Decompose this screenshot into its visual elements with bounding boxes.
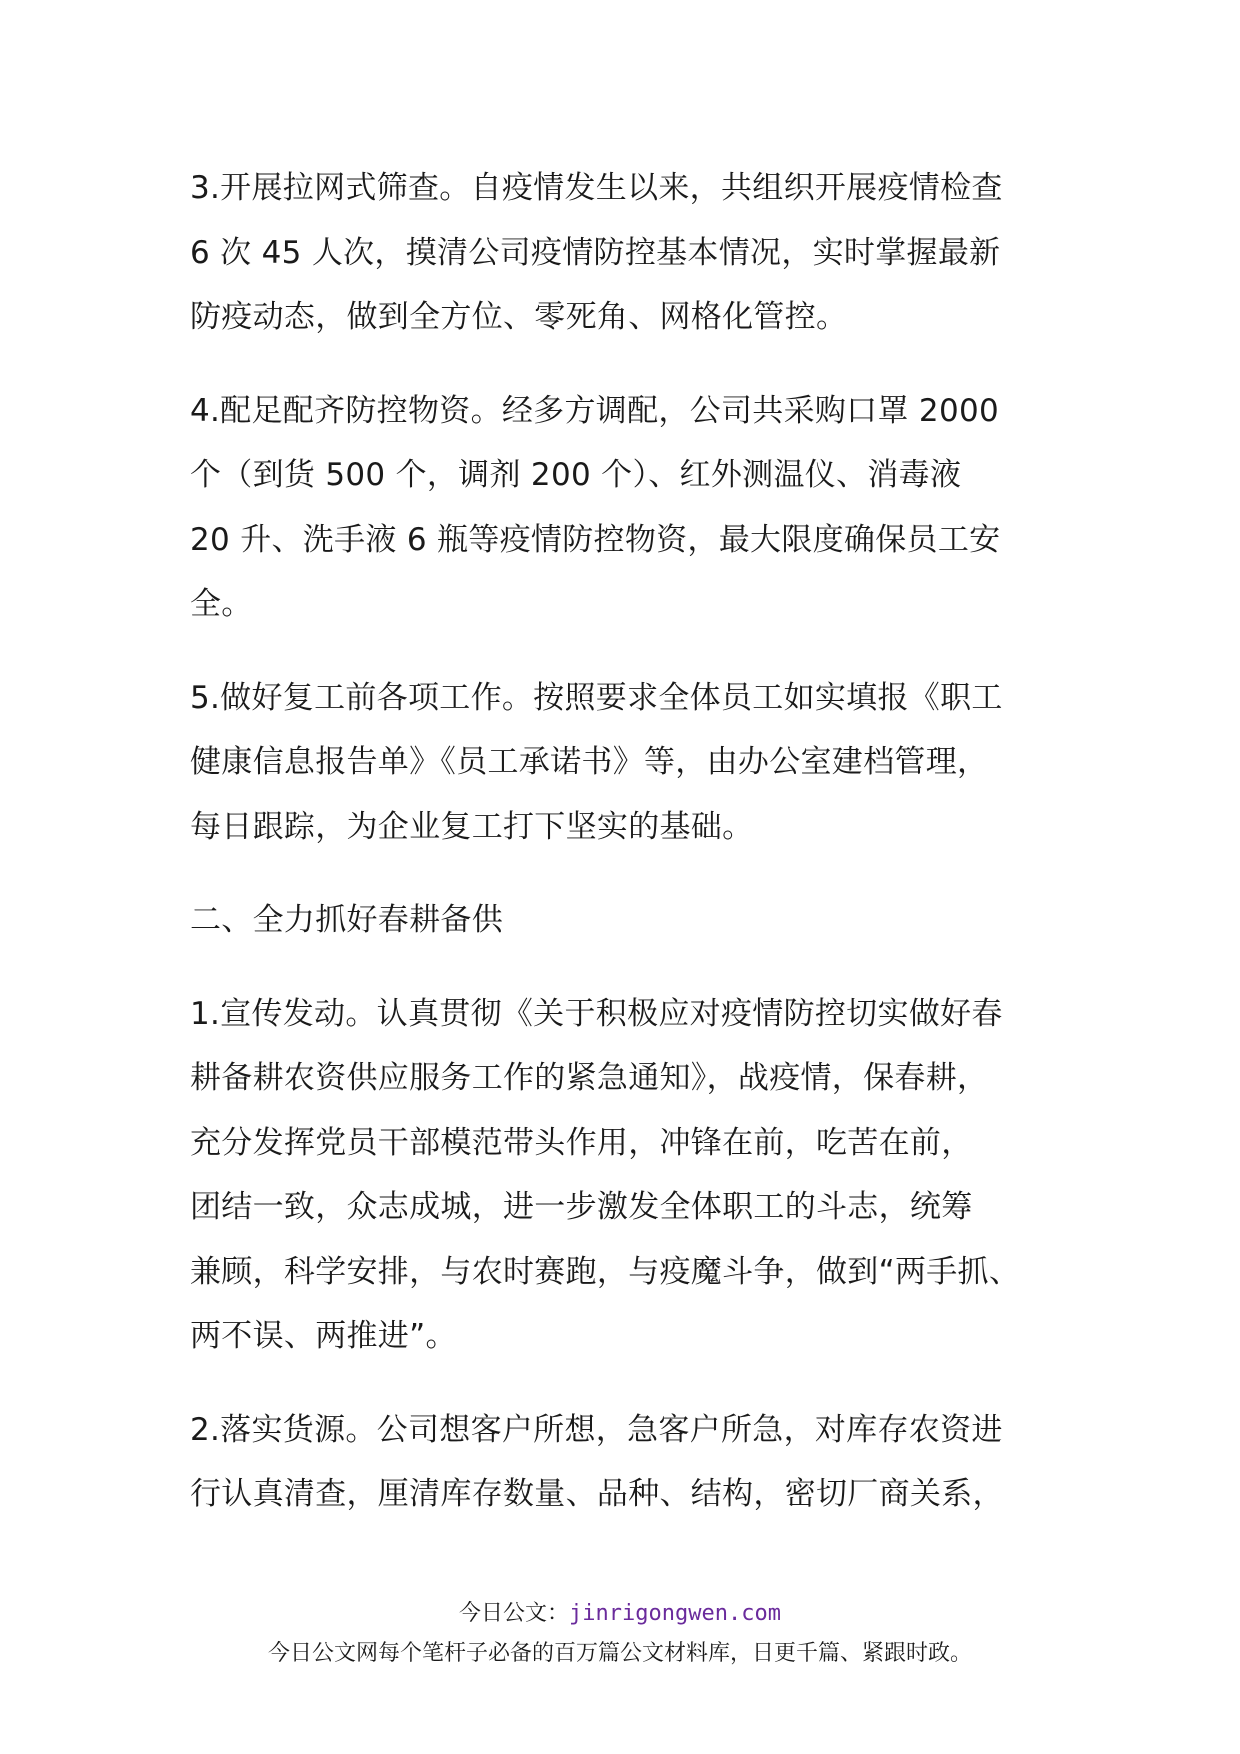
text-line: 兼顾，科学安排，与农时赛跑，与疫魔斗争，做到“两手抓、 <box>190 1253 1021 1290</box>
text-line: 6 次 45 人次，摸清公司疫情防控基本情况，实时掌握最新 <box>190 234 1001 271</box>
footer-label: 今日公文： <box>459 1601 570 1626</box>
text-line: 每日跟踪，为企业复工打下坚实的基础。 <box>190 808 754 845</box>
footer-source <box>0 1596 1240 1627</box>
paragraph-supply-sources <box>190 1398 1060 1527</box>
paragraph-screening <box>190 156 1060 350</box>
paragraph-publicity <box>190 982 1060 1369</box>
text-line: 2.落实货源。公司想客户所想，急客户所急，对库存农资进 <box>190 1411 1003 1448</box>
text-line: 20 升、洗手液 6 瓶等疫情防控物资，最大限度确保员工安 <box>190 521 1001 558</box>
footer-tagline: 今日公文网每个笔杆子必备的百万篇公文材料库，日更千篇、紧跟时政。 <box>267 1641 972 1666</box>
text-line: 耕备耕农资供应服务工作的紧急通知》，战疫情，保春耕， <box>190 1060 989 1096</box>
text-line: 充分发挥党员干部模范带头作用，冲锋在前，吃苦在前， <box>190 1124 973 1161</box>
document-body <box>190 156 1060 1556</box>
footer-url-link[interactable]: jinrigongwen.com <box>569 1601 781 1626</box>
text-line: 防疫动态，做到全方位、零死角、网格化管控。 <box>190 299 848 335</box>
text-line: 全。 <box>190 586 253 622</box>
text-line: 团结一致，众志成城，进一步激发全体职工的斗志，统筹 <box>190 1189 973 1225</box>
text-line: 两不误、两推进”。 <box>190 1318 457 1354</box>
paragraph-supplies <box>190 379 1060 637</box>
text-line: 3.开展拉网式筛查。自疫情发生以来，共组织开展疫情检查 <box>190 170 1003 206</box>
text-line: 1.宣传发动。认真贯彻《关于积极应对疫情防控切实做好春 <box>190 995 1003 1032</box>
text-line: 健康信息报告单》《员工承诺书》等，由办公室建档管理， <box>190 744 989 780</box>
section-heading-text: 二、全力抓好春耕备供 <box>190 902 503 938</box>
section-heading <box>190 888 1060 953</box>
paragraph-return-to-work <box>190 666 1060 860</box>
text-line: 4.配足配齐防控物资。经多方调配，公司共采购口罩 2000 <box>190 392 1000 429</box>
text-line: 个（到货 500 个，调剂 200 个）、红外测温仪、消毒液 <box>190 457 962 493</box>
text-line: 行认真清查，厘清库存数量、品种、结构，密切厂商关系， <box>190 1476 1004 1512</box>
text-line: 5.做好复工前各项工作。按照要求全体员工如实填报《职工 <box>190 679 1003 716</box>
